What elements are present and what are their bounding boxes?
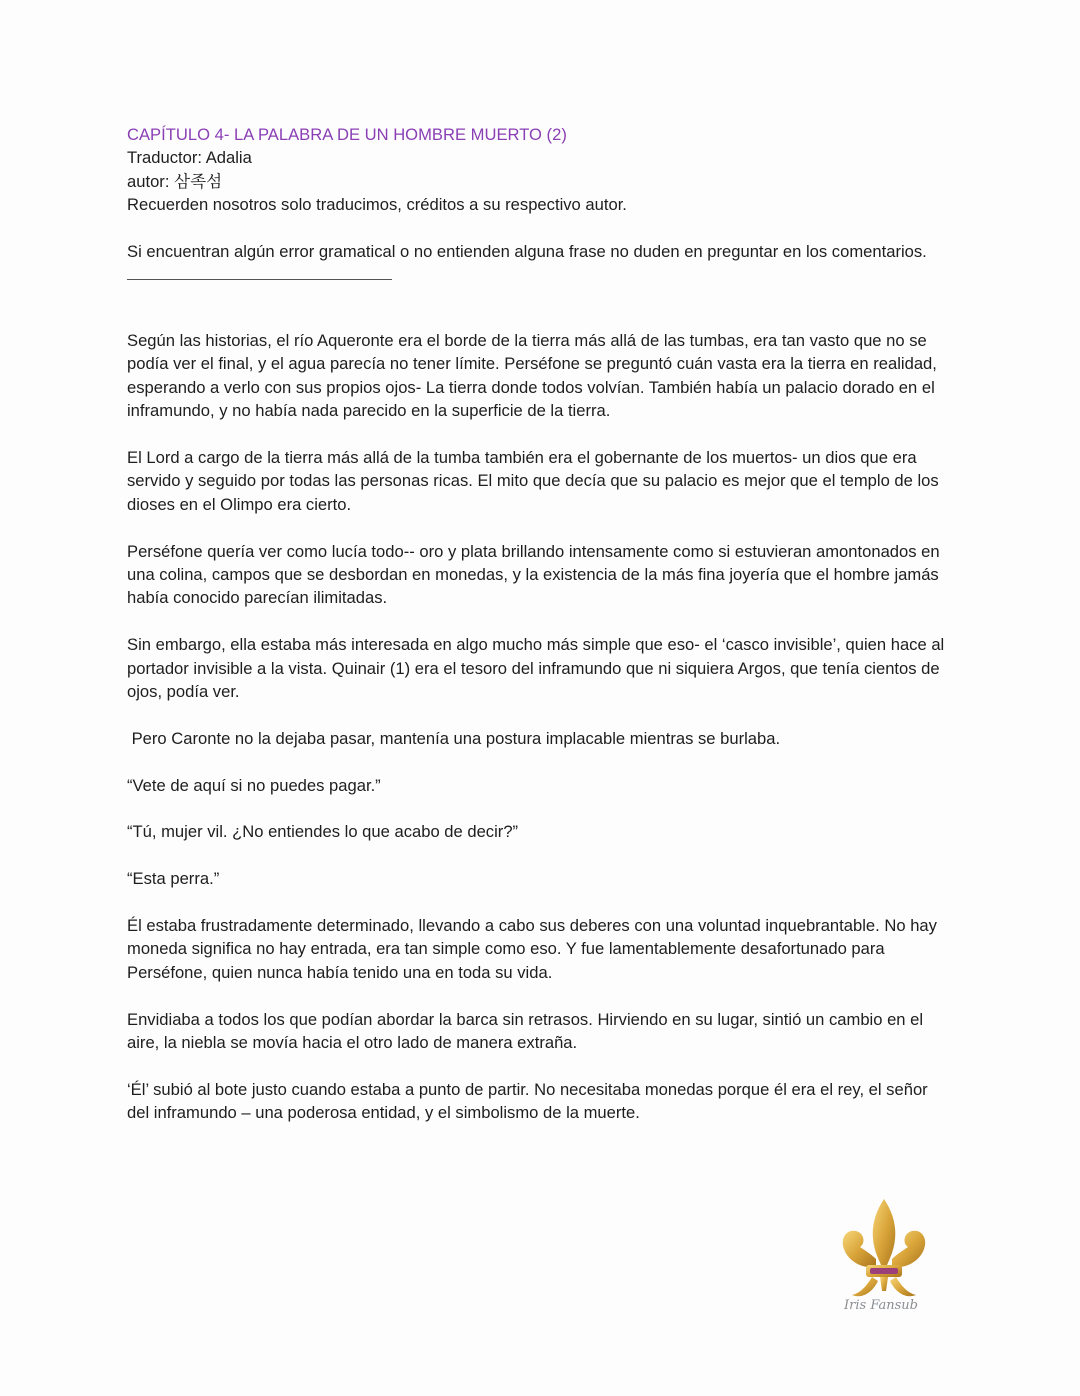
paragraph: Según las historias, el río Aqueronte era el borde de la tierra más allá de las tumbas, era tan vasto que no se podía ver el final, y el agua parecía no tener límite. Perséfone se preguntó cuán vasta era la tierra en realidad, esperando a verlo con sus propios ojos- La tierra donde todos volvían. También había un palacio dorado en el inframundo, y no había nada parecido en la superficie de la tierra.: [127, 331, 937, 421]
credits-note: Recuerden nosotros solo traducimos, créditos a su respectivo autor.: [127, 195, 627, 215]
chapter-title: CAPÍTULO 4- LA PALABRA DE UN HOMBRE MUERTO (2): [127, 125, 567, 144]
watermark-signature: Iris Fansub: [844, 1298, 918, 1313]
paragraph: ‘Él’ subió al bote justo cuando estaba a punto de partir. No necesitaba monedas porque él era el rey, el señor del inframundo – una poderosa entidad, y el simbolismo de la muerte.: [127, 1079, 928, 1123]
dialogue-line: “Vete de aquí si no puedes pagar.”: [127, 775, 381, 795]
dialogue-line: “Tú, mujer vil. ¿No entiendes lo que acabo de decir?”: [127, 822, 519, 842]
author-line: autor: 삼족섬: [127, 171, 223, 191]
chapter-body: [127, 329, 947, 1125]
paragraph: El Lord a cargo de la tierra más allá de la tumba también era el gobernante de los muertos- un dios que era servido y seguido por todas las personas ricas. El mito que decía que su palacio es mejor que el templo de los dioses en el Olimpo era cierto.: [127, 448, 939, 514]
paragraph: Sin embargo, ella estaba más interesada en algo mucho más simple que eso- el ‘casco invisible’, quien hace al portador invisible a la vista. Quinair (1) era el tesoro del inframundo que ni siquiera Argos, que tenía cientos de ojos, podía ver.: [127, 635, 945, 702]
paragraph: Pero Caronte no la dejaba pasar, mantenía una postura implacable mientras se burlaba.: [127, 728, 781, 748]
paragraph: Él estaba frustradamente determinado, llevando a cabo sus deberes con una voluntad inquebrantable. No hay moneda significa no hay entrada, era tan simple como eso. Y fue lamentablemente desafortunado para Perséfone, quien nunca había tenido una en toda su vida.: [127, 916, 937, 982]
feedback-note: Si encuentran algún error gramatical o no entienden alguna frase no duden en preguntar en los comentarios.: [127, 241, 927, 261]
spacer: [127, 217, 947, 240]
paragraph: Perséfone quería ver como lucía todo-- oro y plata brillando intensamente como si estuvieran amontonados en una colina, campos que se desbordan en monedas, y la existencia de la más fina joyería que el hombre jamás había conocido parecían ilimitadas.: [127, 541, 940, 608]
paragraph: Envidiaba a todos los que podían abordar la barca sin retrasos. Hirviendo en su lugar, sintió un cambio en el aire, la niebla se movía hacia el otro lado de manera extraña.: [127, 1009, 924, 1053]
dialogue-line: “Esta perra.”: [127, 869, 220, 889]
document-page: [127, 123, 947, 1148]
translator-line: Traductor: Adalia: [127, 148, 252, 168]
separator-line: [127, 279, 392, 280]
